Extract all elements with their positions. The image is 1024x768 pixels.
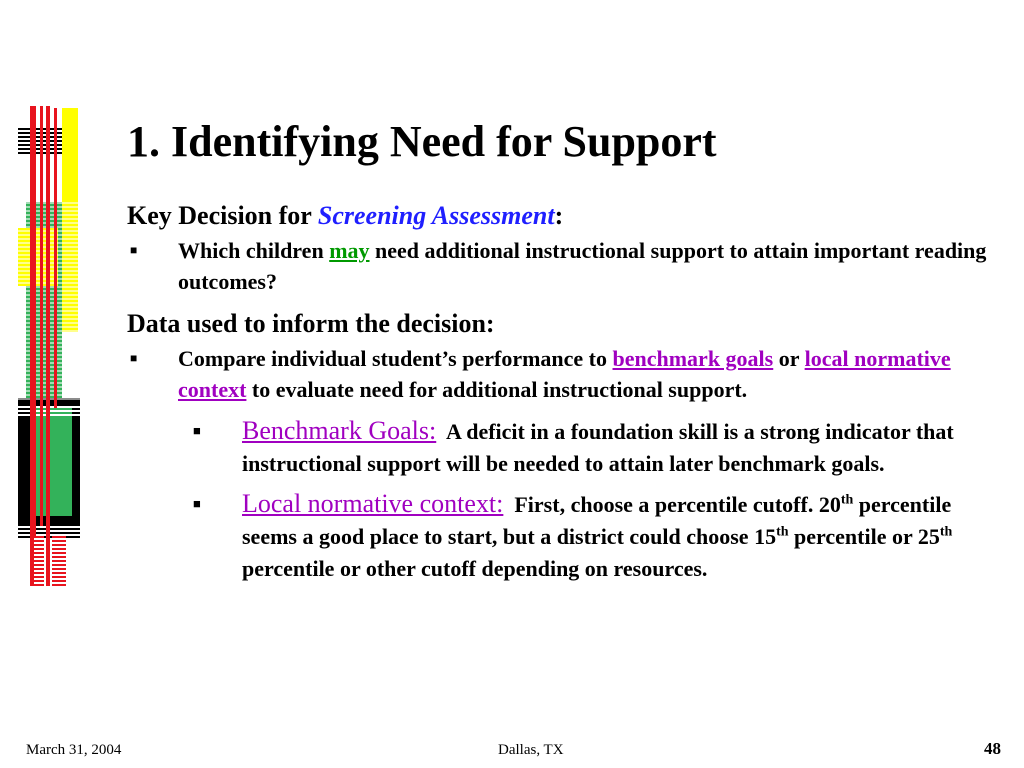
slide-body [127,197,987,585]
bullet-compare-performance: ■ Compare individual student’s performance to benchmark goals or local normative context to evaluate need for additional instructional support. [127,343,987,405]
key-decision-heading: Key Decision for Screening Assessment: [127,201,564,230]
bullet-which-children: ■ Which children may need additional instructional support to attain important reading outcomes? [127,235,987,297]
benchmark-goals-link[interactable]: benchmark goals [612,346,774,371]
square-bullet-icon: ■ [193,496,201,511]
benchmark-goals-heading-link[interactable]: Benchmark Goals: [242,416,437,445]
may-link[interactable]: may [329,238,370,263]
slide-title: 1. Identifying Need for Support [127,117,717,166]
sub-bullet-benchmark-goals: ■ Benchmark Goals: A deficit in a foundation skill is a strong indicator that instructional support will be needed to attain later benchmark goals. [193,416,954,476]
footer-location: Dallas, TX [498,742,564,758]
footer-date: March 31, 2004 [26,742,122,758]
square-bullet-icon: ■ [130,243,138,257]
sub-bullet-local-normative-context: ■ Local normative context: First, choose a percentile cutoff. 20th percentile seems a good place to start, but a district could choose 15th percentile or 25th percentile or other cutoff depending on resources. [193,489,953,581]
screening-assessment-emphasis: Screening Assessment [317,201,555,230]
local-normative-context-link[interactable]: local normative context [178,346,951,402]
square-bullet-icon: ■ [130,351,138,365]
square-bullet-icon: ■ [193,423,201,438]
local-normative-context-heading-link[interactable]: Local normative context: [242,489,504,518]
decorative-stripes-graphic [16,106,82,588]
page-number: 48 [984,739,1001,758]
data-used-heading: Data used to inform the decision: [127,309,495,338]
